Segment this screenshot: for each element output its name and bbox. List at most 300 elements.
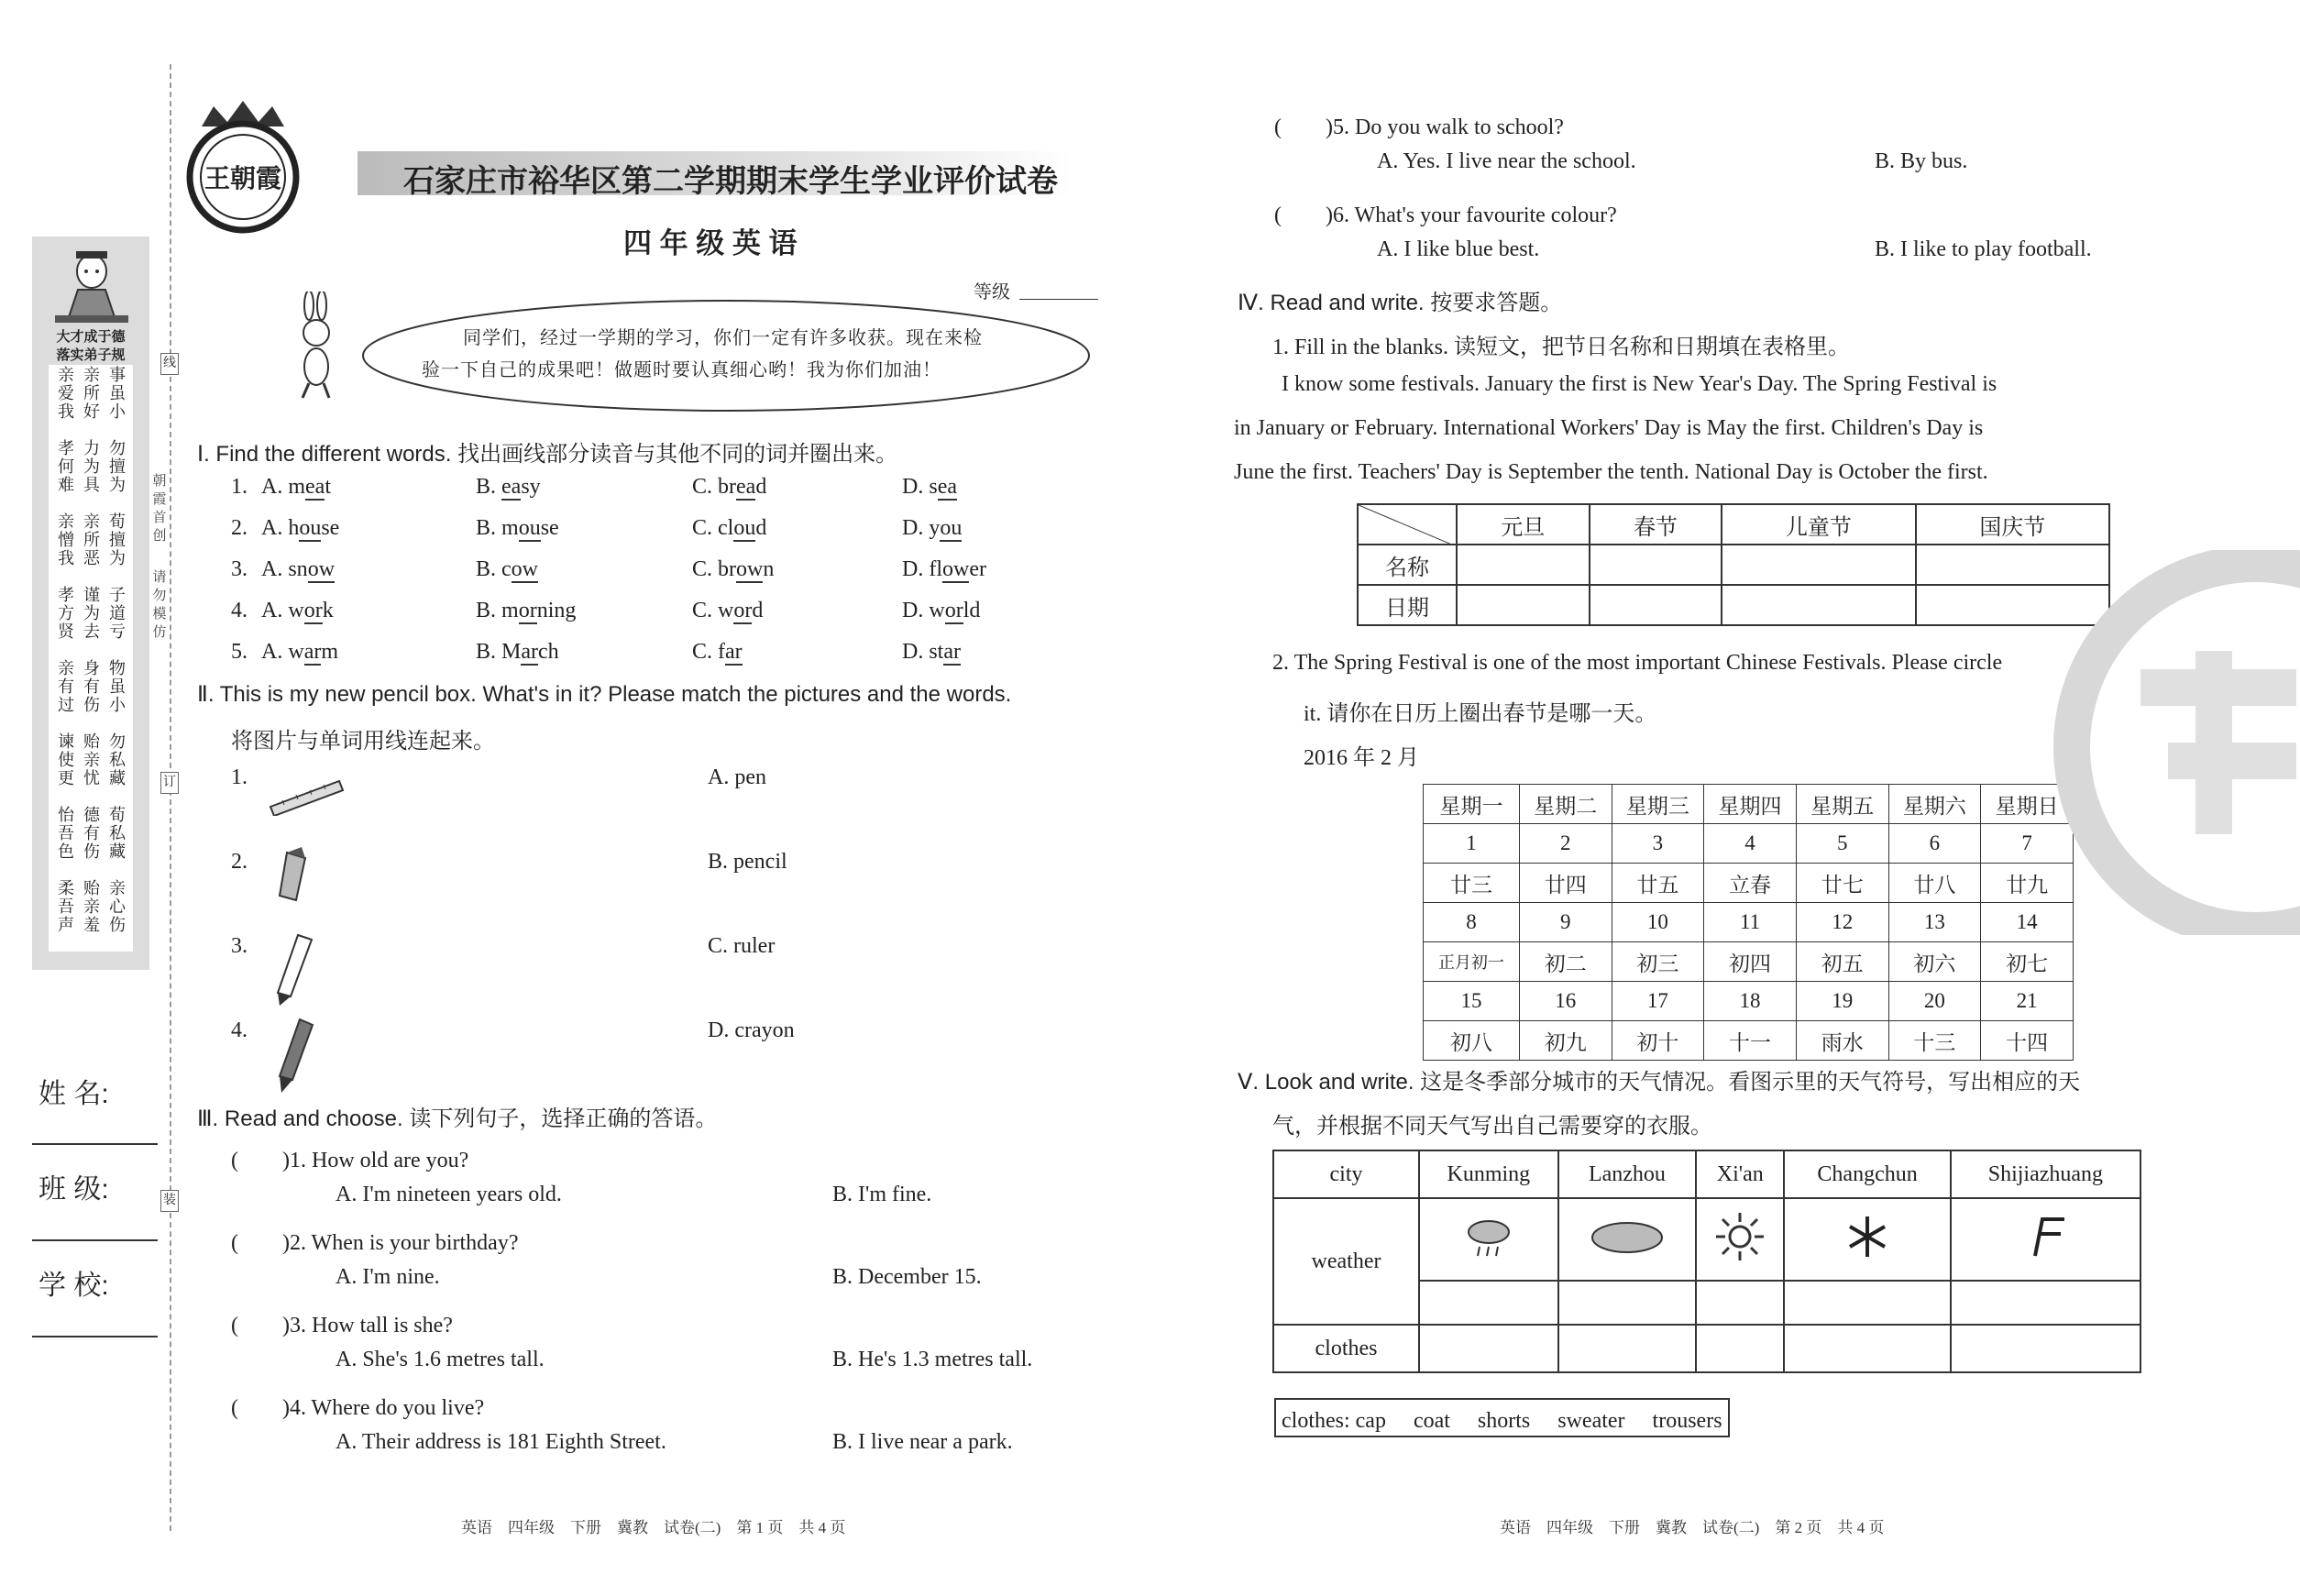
calendar-day[interactable]: 初八 [1424,1021,1520,1061]
s3-option-b[interactable]: B. I'm fine. [832,1183,932,1206]
s1-option[interactable] [261,557,335,582]
weather-kunming [1419,1198,1558,1281]
virtue-char: 亲 [83,751,100,769]
virtue-char: 使 [58,751,74,769]
weather-xian [1696,1198,1784,1281]
s3-question: ( )4. Where do you live? [231,1396,485,1420]
virtue-char: 所 [83,531,100,549]
underlined-letters: ar [303,640,322,664]
weather-answer[interactable] [1558,1281,1697,1325]
city-lanzhou: Lanzhou [1558,1150,1697,1198]
word-suffix: n [763,557,775,581]
city-changchun: Changchun [1784,1150,1951,1198]
calendar-day[interactable]: 8 [1424,903,1520,942]
virtue-char: 道 [109,604,126,622]
calendar-day[interactable]: 12 [1796,903,1888,942]
underlined-letters: ar [725,640,743,664]
s3-option-a[interactable]: A. I like blue best. [1377,237,1540,261]
option-letter: B. [476,516,497,540]
ruler-icon [266,770,348,816]
virtue-char: 过 [58,696,74,714]
calendar-row [1424,1021,2074,1061]
festival-col-4: 国庆节 [1916,504,2109,545]
calendar-day[interactable]: 3 [1612,824,1704,864]
margin-note-char: 请 [152,570,167,585]
virtue-char: 擅 [109,531,126,549]
weather-lanzhou [1558,1198,1697,1281]
scholar-figure-icon [50,244,133,331]
festival-cell[interactable] [1590,585,1722,625]
word-prefix: h [288,516,300,540]
virtue-char: 力 [83,439,100,457]
s3-option-b[interactable]: B. December 15. [832,1265,982,1289]
virtue-char: 孝 [58,586,74,604]
underlined-letters: ea [501,475,522,499]
virtue-char: 方 [58,604,74,622]
option-letter: A. [261,516,283,540]
cloud-icon [1586,1214,1668,1260]
sun-icon [1714,1211,1766,1262]
logo-text: 王朝霞 [204,163,282,193]
calendar-day[interactable]: 14 [1981,903,2074,942]
underlined-letters: ea [937,475,957,499]
weather-answer[interactable] [1784,1281,1951,1325]
s1-option[interactable] [261,475,331,500]
calendar-day[interactable]: 正月初一 [1424,942,1520,982]
virtue-char: 孝 [58,439,74,457]
virtue-char: 小 [109,402,126,421]
crayon-icon [270,845,325,909]
s1-option[interactable] [261,516,339,541]
virtue-char: 擅 [109,457,126,476]
calendar-day[interactable]: 十一 [1704,1021,1797,1061]
s2-word[interactable]: D. crayon [708,1018,795,1042]
s2-word[interactable]: A. pen [708,765,766,789]
s1-option[interactable] [692,516,766,541]
s1-option[interactable] [902,599,980,623]
s3-question: ( )5. Do you walk to school? [1274,116,1564,139]
word-suffix: sy [521,475,541,499]
calendar-day[interactable]: 初二 [1519,942,1612,982]
virtue-char: 亲 [83,897,100,916]
s1-option[interactable] [902,640,961,665]
dizigui-text [49,365,133,952]
virtue-char: 贤 [58,622,74,641]
underlined-letters: ow [511,557,539,581]
class-line[interactable] [32,1239,158,1241]
underlined-letters: ea [305,475,325,499]
calendar-day[interactable]: 17 [1612,982,1704,1021]
s2-word[interactable]: B. pencil [708,850,787,874]
virtue-char: 藏 [109,842,126,861]
calendar-day[interactable]: 廿三 [1424,864,1520,903]
underlined-letters: or [944,599,963,622]
word-suffix: se [321,516,340,540]
calendar-row [1424,864,2074,903]
s3-option-a[interactable]: A. She's 1.6 metres tall. [336,1348,545,1371]
weather-answer[interactable] [1951,1281,2140,1325]
s1-option[interactable] [476,475,541,500]
calendar-weekday: 星期四 [1704,785,1797,824]
word-prefix: w [718,599,734,622]
calendar-day[interactable]: 1 [1424,824,1520,864]
virtue-char: 事 [109,366,126,384]
s1-option[interactable] [692,599,763,623]
weather-changchun [1784,1198,1951,1281]
section4-part2a: 2. The Spring Festival is one of the most important Chinese Festivals. Please circle [1272,651,2003,675]
calendar-day[interactable]: 15 [1424,982,1520,1021]
name-line[interactable] [32,1143,158,1145]
s3-option-a[interactable]: A. I'm nineteen years old. [336,1183,562,1206]
virtue-char: 憎 [58,531,74,549]
s1-option[interactable] [902,475,957,500]
virtue-char: 物 [109,659,126,677]
word-prefix: cl [718,516,734,540]
virtue-char: 柔 [58,879,74,897]
calendar-row [1424,824,2074,864]
s1-row-number: 1. [231,475,248,499]
option-letter: C. [692,475,713,499]
word-suffix: ning [536,599,577,622]
dizigui-panel [32,237,149,970]
s3-question: ( )3. How tall is she? [231,1314,453,1337]
festival-col-1: 元旦 [1457,504,1590,545]
word-prefix: y [929,516,941,540]
s3-option-a[interactable]: A. Yes. I live near the school. [1377,149,1636,173]
virtue-char: 吾 [58,824,74,842]
virtue-char: 亏 [109,622,126,641]
option-letter: A. [261,557,283,581]
virtue-char: 亲 [58,659,74,677]
festival-row-name: 名称 [1358,545,1457,585]
word-prefix: br [718,557,737,581]
option-letter: D. [902,516,924,540]
calendar-day[interactable]: 11 [1704,903,1797,942]
virtue-char: 贻 [83,879,100,897]
row-label-weather: weather [1273,1198,1419,1325]
word-prefix: fl [929,557,943,581]
margin-note-char: 模 [152,607,167,622]
s3-option-b[interactable]: B. I like to play football. [1875,237,2092,261]
virtue-char: 荀 [109,806,126,824]
calendar-day[interactable]: 十三 [1888,1021,1981,1061]
calendar-day[interactable]: 7 [1981,824,2074,864]
option-letter: C. [692,557,713,581]
virtue-char: 恶 [83,549,100,567]
section4-part2b: it. 请你在日历上圈出春节是哪一天。 [1304,702,1657,726]
section3-heading: Ⅲ. Read and choose. 读下列句子，选择正确的答语。 [197,1106,718,1131]
virtue-char: 亲 [58,512,74,531]
calendar-day[interactable]: 18 [1704,982,1797,1021]
s1-option[interactable] [261,599,334,623]
underlined-letters: or [733,599,753,622]
festival-table [1357,503,2110,626]
option-letter: A. [261,599,283,622]
word-prefix: sn [288,557,308,581]
s1-option[interactable] [692,640,743,665]
section5-heading-2: 气，并根据不同天气写出自己需要穿的衣服。 [1272,1114,1712,1139]
calendar-day[interactable]: 13 [1888,903,1981,942]
s3-option-b[interactable]: B. I live near a park. [832,1430,1013,1454]
binding-dashed-line [170,64,171,1531]
s1-row-number: 3. [231,557,248,581]
section2-heading-2: 将图片与单词用线连起来。 [231,729,495,754]
clothes-answer[interactable] [1951,1325,2140,1372]
calendar-day[interactable]: 2 [1519,824,1612,864]
weather-answer[interactable] [1696,1281,1784,1325]
word-prefix: f [718,640,726,664]
s1-option[interactable] [476,516,559,541]
virtue-char: 吾 [58,897,74,916]
pencil-icon [270,930,325,1008]
calendar-day[interactable]: 初七 [1981,942,2074,982]
s2-word[interactable]: C. ruler [708,934,776,958]
option-letter: B. [476,599,497,622]
underlined-letters: ou [733,516,756,540]
virtue-char: 有 [58,677,74,696]
footer-right: 英语 四年级 下册 冀教 试卷(二) 第 2 页 共 4 页 [1500,1519,1885,1536]
word-prefix: st [929,640,944,664]
virtue-char: 勿 [109,732,126,751]
calendar-weekday: 星期一 [1424,785,1520,824]
clothes-word-box: clothes: cap coat shorts sweater trousers [1274,1398,1730,1437]
word-prefix: w [288,640,304,664]
virtue-char: 小 [109,696,126,714]
section4-part1: 1. Fill in the blanks. 读短文，把节日名称和日期填在表格里。 [1272,336,1850,359]
virtue-char: 具 [83,476,100,494]
rabbit-icon [289,292,344,402]
virtue-char: 更 [58,769,74,787]
margin-note-2 [151,568,168,642]
calendar-day[interactable]: 21 [1981,982,2074,1021]
s1-option[interactable] [692,557,774,582]
underlined-letters: ou [518,516,541,540]
s3-option-b[interactable]: B. By bus. [1875,149,1968,173]
word-suffix: k [322,599,334,622]
calendar-day[interactable]: 初六 [1888,942,1981,982]
virtue-char: 贻 [83,732,100,751]
virtue-char: 伤 [109,916,126,934]
binding-strip [0,0,174,1596]
calendar-day[interactable]: 初四 [1704,942,1797,982]
school-line[interactable] [32,1336,158,1337]
s1-row-number: 4. [231,599,248,622]
calendar-day[interactable]: 初三 [1612,942,1704,982]
festival-col-2: 春节 [1590,504,1722,545]
virtue-char: 私 [109,824,126,842]
calendar-day[interactable]: 5 [1796,824,1888,864]
virtue-char: 身 [83,659,100,677]
calendar-row [1424,942,2074,982]
school-label: 学 校: [39,1271,109,1301]
virtue-char: 谏 [58,732,74,751]
virtue-char: 我 [58,402,74,421]
seal-char-xian: 线 [160,353,179,375]
calendar-day[interactable]: 20 [1888,982,1981,1021]
virtue-char: 亲 [109,879,126,897]
virtue-char: 色 [58,842,74,861]
virtue-char: 为 [109,476,126,494]
margin-note-char: 霞 [152,492,167,507]
margin-note-char: 创 [152,529,167,544]
calendar-day[interactable]: 9 [1519,903,1612,942]
confidential-seal-watermark [2021,550,2300,935]
section2-heading: Ⅱ. This is my new pencil box. What's in it? Please match the pictures and the words. [197,682,1012,707]
word-prefix: s [929,475,938,499]
virtue-char: 怡 [58,806,74,824]
clothes-answer[interactable] [1696,1325,1784,1372]
word-suffix: d [755,516,767,540]
festival-col-3: 儿童节 [1722,504,1915,545]
pen-icon [270,1016,325,1098]
underlined-letters: ou [940,516,963,540]
motto-line-1: 大才成于德 [56,329,126,345]
festival-cell[interactable] [1722,545,1915,585]
virtue-char: 勿 [109,439,126,457]
calendar-day[interactable]: 雨水 [1796,1021,1888,1061]
word-prefix: M [501,640,522,664]
word-suffix: ld [963,599,981,622]
virtue-char: 伤 [83,842,100,861]
clothes-answer[interactable] [1784,1325,1951,1372]
calendar-day[interactable]: 廿四 [1519,864,1612,903]
word-suffix: se [540,516,559,540]
festival-row-date: 日期 [1358,585,1457,625]
publisher-logo [182,99,305,237]
underlined-letters: ow [736,557,764,581]
underlined-letters: ar [943,640,962,664]
underlined-letters: ow [307,557,336,581]
calendar-row [1424,982,2074,1021]
option-letter: A. [261,475,283,499]
class-label: 班 级: [39,1174,109,1205]
calendar-weekday: 星期三 [1612,785,1704,824]
word-suffix: m [321,640,339,664]
option-letter: C. [692,599,713,622]
word-prefix: c [501,557,512,581]
word-suffix: d [752,599,764,622]
option-letter: B. [476,475,497,499]
calendar-day[interactable]: 4 [1704,824,1797,864]
s1-option[interactable] [902,557,986,582]
virtue-char: 亲 [83,366,100,384]
word-suffix: er [969,557,987,581]
encouragement-line-2: 验一下自己的成果吧！做题时要认真细心哟！我为你们加油！ [422,360,941,380]
virtue-char: 亲 [58,366,74,384]
option-letter: D. [902,640,924,664]
rain-cloud-icon [1461,1214,1516,1260]
s3-option-a[interactable]: A. I'm nine. [336,1265,440,1289]
s3-option-a[interactable]: A. Their address is 181 Eighth Street. [336,1430,666,1454]
calendar-day[interactable]: 10 [1612,903,1704,942]
virtue-char: 我 [58,549,74,567]
passage-line-2: in January or February. International Workers' Day is May the first. Children's Day is [1234,416,1984,440]
weather-answer[interactable] [1419,1281,1558,1325]
s1-row-number: 2. [231,516,248,540]
s1-option[interactable] [261,640,338,665]
virtue-char: 有 [83,824,100,842]
calendar-day[interactable]: 19 [1796,982,1888,1021]
calendar-day[interactable]: 廿五 [1612,864,1704,903]
weather-table [1272,1150,2141,1373]
seal-char-ding: 订 [160,772,179,794]
calendar-day[interactable]: 十四 [1981,1021,2074,1061]
virtue-char: 亲 [83,512,100,531]
margin-note-char: 朝 [152,474,167,489]
virtue-char: 为 [83,604,100,622]
s1-option[interactable] [902,516,962,541]
section5-heading: Ⅴ. Look and write. 这是冬季部分城市的天气情况。看图示里的天气符号，写出相应的天 [1238,1070,2081,1095]
s3-option-b[interactable]: B. He's 1.3 metres tall. [832,1348,1033,1371]
margin-note-1 [151,472,168,545]
calendar-day[interactable]: 初十 [1612,1021,1704,1061]
city-kunming: Kunming [1419,1150,1558,1198]
virtue-char: 何 [58,457,74,476]
virtue-char: 为 [83,457,100,476]
calendar-day[interactable]: 廿九 [1981,864,2074,903]
calendar-day[interactable]: 廿七 [1796,864,1888,903]
footer-left: 英语 四年级 下册 冀教 试卷(二) 第 1 页 共 4 页 [461,1519,846,1536]
option-letter: B. [476,640,497,664]
wind-icon [2022,1214,2068,1260]
virtue-char: 谨 [83,586,100,604]
s1-option[interactable] [476,640,559,665]
underlined-letters: ar [521,640,539,664]
motto-line-2: 落实弟子规 [56,347,126,363]
calendar-weekday: 星期五 [1796,785,1888,824]
underlined-letters: or [518,599,537,622]
seal-char-zhuang: 装 [160,1190,179,1212]
festival-cell[interactable] [1457,545,1590,585]
s1-option[interactable] [476,557,538,582]
festival-cell[interactable] [1590,545,1722,585]
s1-option[interactable] [692,475,766,500]
exam-title: 石家庄市裕华区第二学期期末学生学业评价试卷 [403,164,1058,199]
festival-cell[interactable] [1722,585,1915,625]
row-label-city: city [1273,1150,1419,1198]
word-prefix: br [718,475,737,499]
virtue-char: 羞 [83,916,100,934]
virtue-char: 好 [83,402,100,421]
calendar-day[interactable]: 初五 [1796,942,1888,982]
underlined-letters: ea [736,475,756,499]
option-letter: D. [902,557,924,581]
s2-item-number: 2. [231,850,248,874]
underlined-letters: ou [299,516,322,540]
word-prefix: m [501,599,519,622]
option-letter: B. [476,557,497,581]
s3-question: ( )1. How old are you? [231,1149,469,1172]
virtue-char: 虽 [109,677,126,696]
virtue-char: 虽 [109,384,126,402]
festival-cell[interactable] [1457,585,1590,625]
calendar-day[interactable]: 初九 [1519,1021,1612,1061]
name-label: 姓 名: [39,1079,109,1109]
option-letter: D. [902,599,924,622]
option-letter: D. [902,475,924,499]
calendar-day[interactable]: 16 [1519,982,1612,1021]
clothes-answer[interactable] [1419,1325,1558,1372]
virtue-char: 伤 [83,696,100,714]
s2-item-number: 3. [231,934,248,958]
passage-line-3: June the first. Teachers' Day is September the tenth. National Day is October the first. [1234,460,1988,484]
calendar-day[interactable]: 6 [1888,824,1981,864]
calendar-day[interactable]: 廿八 [1888,864,1981,903]
clothes-answer[interactable] [1558,1325,1697,1372]
s3-question: ( )2. When is your birthday? [231,1231,519,1255]
s1-option[interactable] [476,599,576,623]
calendar-day[interactable]: 立春 [1704,864,1797,903]
